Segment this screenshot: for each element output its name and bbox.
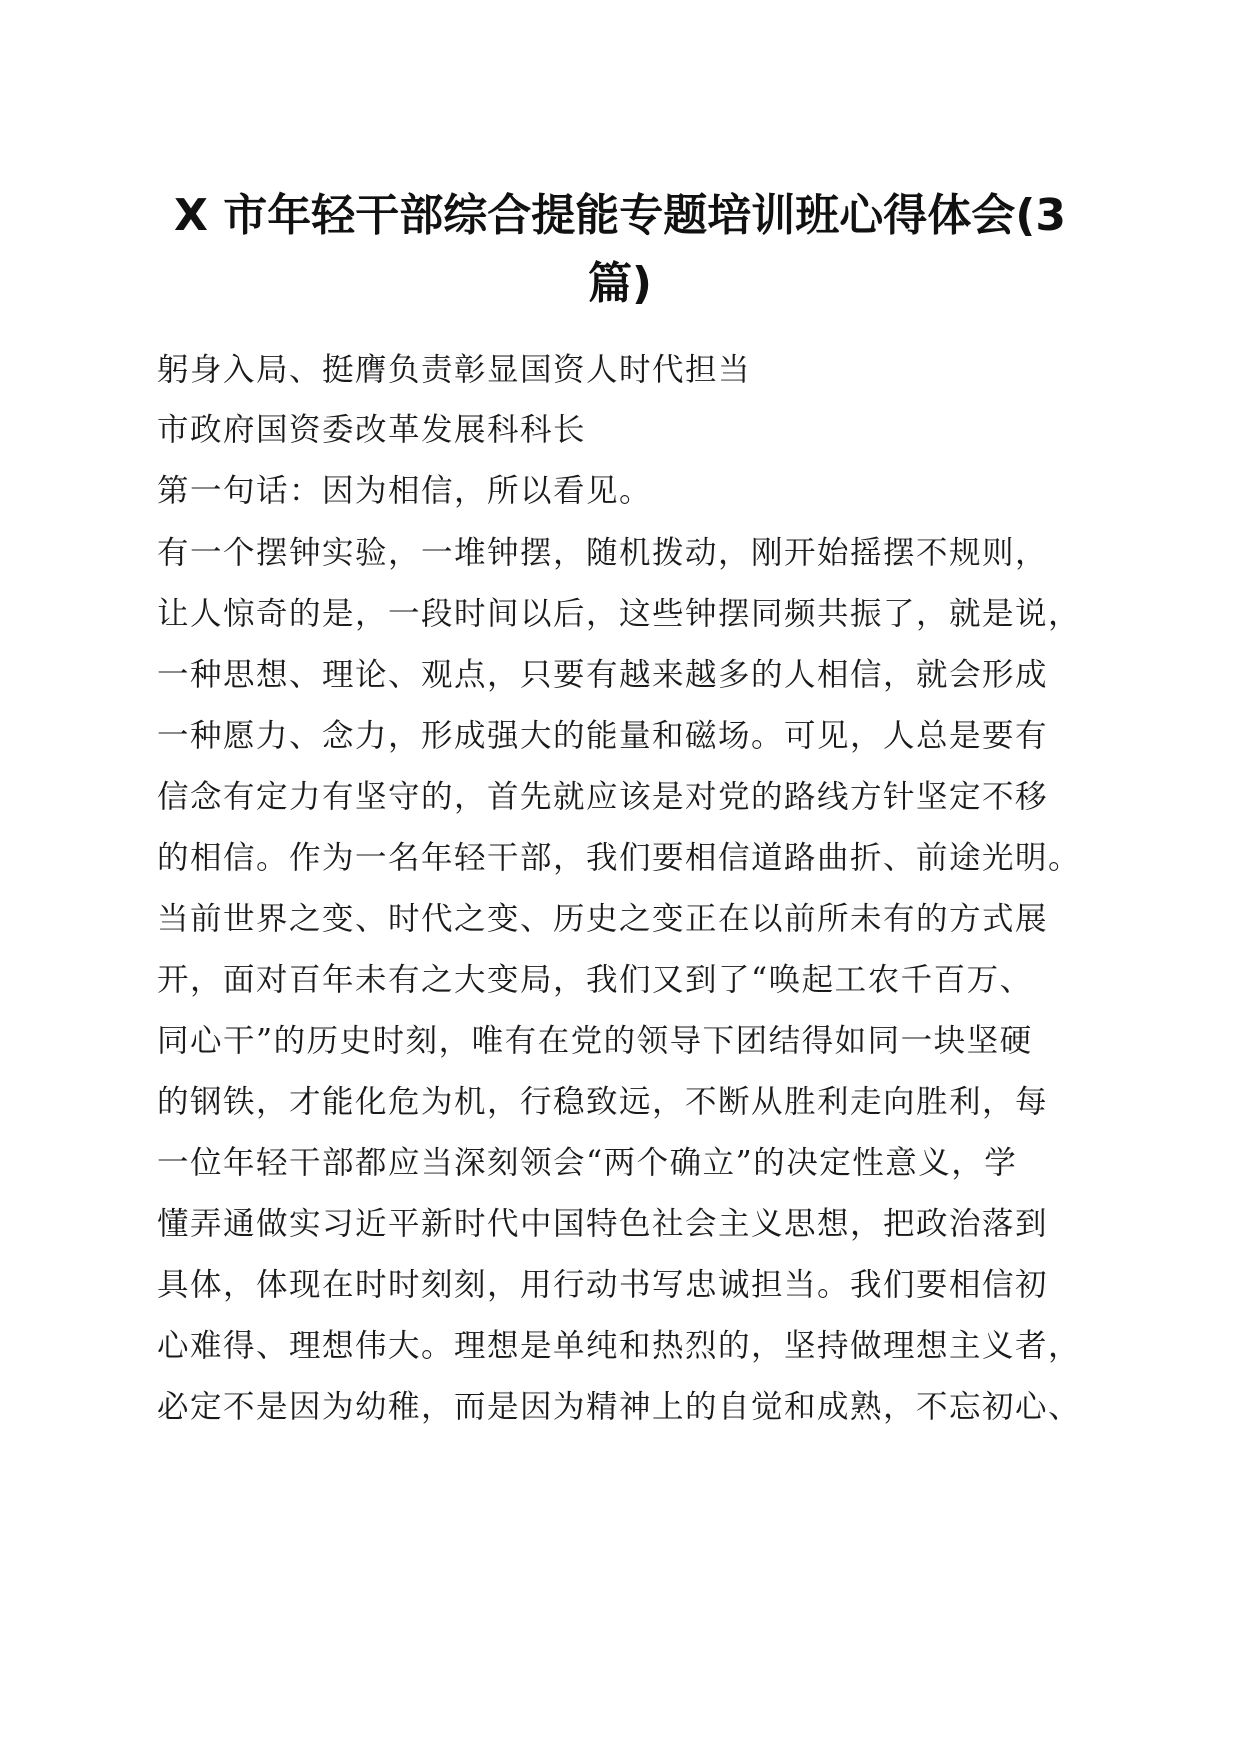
body-line: 有一个摆钟实验，一堆钟摆，随机拨动，刚开始摇摆不规则，	[157, 535, 1049, 571]
body-line: 信念有定力有坚守的，首先就应该是对党的路线方针坚定不移	[157, 779, 1049, 815]
body-line: 一种愿力、念力，形成强大的能量和磁场。可见，人总是要有	[157, 718, 1049, 754]
body-line: 必定不是因为幼稚，而是因为精神上的自觉和成熟，不忘初心、	[157, 1389, 1082, 1425]
body-line: 心难得、理想伟大。理想是单纯和热烈的，坚持做理想主义者，	[157, 1328, 1082, 1364]
body-line: 的相信。作为一名年轻干部，我们要相信道路曲折、前途光明。	[157, 840, 1082, 876]
document-title-line-1: X 市年轻干部综合提能专题培训班心得体会(3	[174, 190, 1066, 241]
body-line: 具体，体现在时时刻刻，用行动书写忠诚担当。我们要相信初	[157, 1267, 1049, 1303]
subtitle: 躬身入局、挺膺负责彰显国资人时代担当	[157, 352, 752, 388]
body-line: 当前世界之变、时代之变、历史之变正在以前所未有的方式展	[157, 901, 1049, 937]
body-line: 的钢铁，才能化危为机，行稳致远，不断从胜利走向胜利，每	[157, 1084, 1049, 1120]
author-line: 市政府国资委改革发展科科长	[157, 412, 587, 448]
section-heading: 第一句话：因为相信，所以看见。	[157, 473, 653, 509]
body-line: 让人惊奇的是，一段时间以后，这些钟摆同频共振了，就是说，	[157, 596, 1082, 632]
document-title-line-2: 篇)	[587, 258, 653, 309]
body-line: 懂弄通做实习近平新时代中国特色社会主义思想，把政治落到	[157, 1206, 1049, 1242]
body-line: 一位年轻干部都应当深刻领会“两个确立”的决定性意义，学	[157, 1145, 1018, 1181]
body-line: 开，面对百年未有之大变局，我们又到了“唤起工农千百万、	[157, 962, 1033, 998]
body-line: 一种思想、理论、观点，只要有越来越多的人相信，就会形成	[157, 657, 1049, 693]
body-line: 同心干”的历史时刻，唯有在党的领导下团结得如同一块坚硬	[157, 1023, 1033, 1059]
